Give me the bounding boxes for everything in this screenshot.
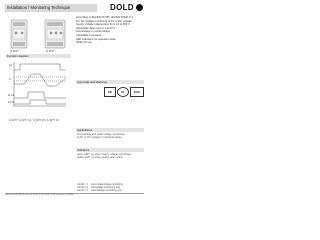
product-label-right: IL 9277	[46, 50, 55, 53]
brand-logo-mark-icon	[136, 4, 143, 11]
indicators-heading: Indicators	[76, 148, 144, 152]
indicators-text	[77, 153, 143, 160]
svg-text:U: U	[9, 78, 11, 81]
cert-logos	[104, 87, 142, 96]
applications-line: of AC or DC voltage in industrial plants	[77, 136, 122, 140]
table-cell: overvoltage monitoring only	[91, 186, 121, 189]
indicators-line: green LED: on when supply voltage connected	[77, 153, 131, 156]
applications-line: Overvoltage and undervoltage monitoring	[77, 133, 125, 136]
svg-text:11-14: 11-14	[8, 94, 14, 97]
function-diagram-heading: Function diagram	[6, 54, 71, 58]
mode-table	[77, 183, 141, 192]
feature-list	[76, 16, 144, 45]
feature-item: Overvoltage or undervoltage	[76, 30, 110, 34]
feature-item: According to IEC/EN 60 255, IEC/EN 60947-5-1	[76, 16, 134, 19]
table-cell: U1/U2 = 2	[77, 186, 88, 189]
feature-item: LED indicators for operation state	[76, 37, 116, 41]
indicators-line: yellow LED: on when output relay active	[77, 156, 123, 160]
applications-text	[77, 133, 143, 140]
function-diagram	[8, 58, 68, 110]
approvals-heading: Approvals and Markings	[76, 80, 144, 84]
feature-item: Adjustable delay time 0.1 to 20 s	[76, 26, 115, 30]
table-cell: undervoltage monitoring only	[91, 189, 122, 192]
ul-mark-icon: UL	[117, 87, 129, 97]
table-cell: U1/U2 = 1	[77, 183, 88, 186]
applications-heading: Applications	[76, 128, 144, 132]
table-cell: U1/U2 = 3	[77, 189, 88, 192]
footer-text: All technical data in this list relate to the state at the moment of edition.	[6, 194, 75, 196]
feature-item: Width 45 mm	[76, 41, 92, 45]
diagram-caption: IL 9277 / IL 9277.13 / IL 9277.15 / IL 9277.18	[9, 119, 59, 122]
header-title: Installation / Monitoring Technique	[7, 5, 71, 10]
header-bar	[5, 4, 97, 12]
feature-item: Supply voltage independent from 10 to 500 V	[76, 23, 130, 27]
feature-item: Adjustable hysteresis	[76, 33, 102, 37]
brand-logo: DOLD	[110, 3, 134, 12]
datasheet-page	[0, 0, 149, 198]
table-row	[77, 189, 141, 192]
svg-text:21-24: 21-24	[8, 101, 15, 104]
table-cell: over-/undervoltage monitoring	[91, 183, 123, 186]
product-photo	[9, 17, 71, 51]
product-label-left: IL 9277	[10, 50, 19, 53]
eac-mark-icon: EAC	[130, 87, 144, 97]
svg-text:A1: A1	[9, 64, 12, 67]
feature-item: For the voltage monitoring of AC or DC voltage	[76, 19, 132, 23]
ce-mark-icon: CE	[104, 87, 116, 97]
